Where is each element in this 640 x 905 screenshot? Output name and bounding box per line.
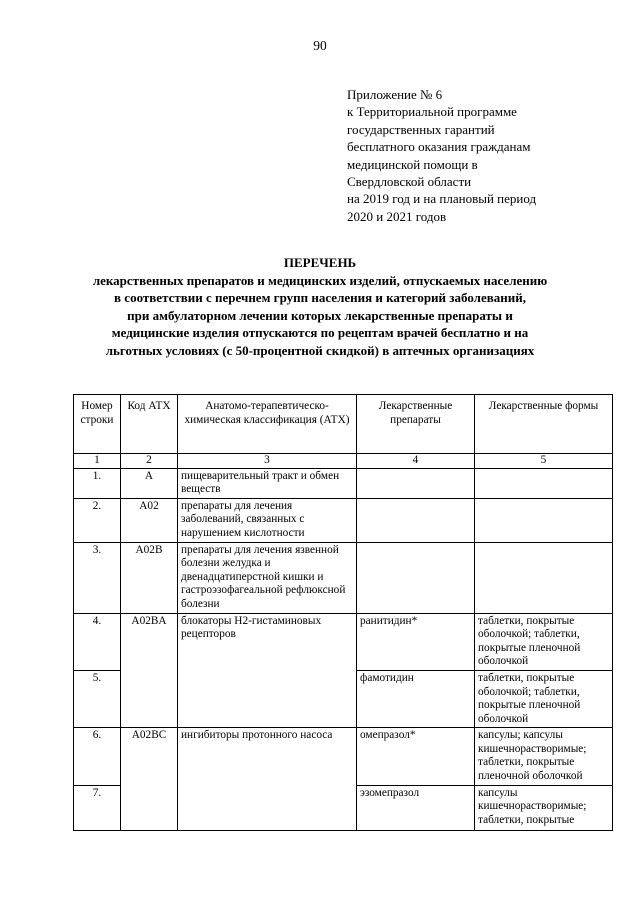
page-number: 90 xyxy=(313,38,327,53)
header-row-number: Номер строки xyxy=(74,395,121,454)
form-cell xyxy=(475,468,613,498)
atc-code-cell: A02B xyxy=(121,542,178,613)
classification-cell: пищеварительный тракт и обмен веществ xyxy=(178,468,357,498)
column-number: 5 xyxy=(475,454,613,469)
table-row xyxy=(74,468,613,498)
appendix-line: Приложение № 6 xyxy=(347,87,443,102)
appendix-line: бесплатного оказания гражданам xyxy=(347,139,531,155)
drug-cell: фамотидин xyxy=(357,670,475,727)
appendix-line: государственных гарантий xyxy=(347,121,495,137)
appendix-line: 2020 и 2021 годов xyxy=(347,208,447,224)
title-line: лекарственных препаратов и медицинских изделий, отпускаемых населению xyxy=(92,272,548,288)
drug-cell: ранитидин* xyxy=(357,613,475,670)
table-row xyxy=(74,613,613,670)
table-row xyxy=(74,498,613,542)
form-cell xyxy=(475,542,613,613)
appendix-line: к Территориальной программе xyxy=(347,104,517,120)
drug-cell: омепразол* xyxy=(357,728,475,785)
row-number-cell: 6. xyxy=(74,728,121,785)
header-drugs: Лекарственные препараты xyxy=(357,395,475,454)
row-number-cell: 4. xyxy=(74,613,121,670)
drug-cell: эзомепразол xyxy=(357,785,475,830)
document-title xyxy=(0,254,640,359)
header-forms: Лекарственные формы xyxy=(475,395,613,454)
title-heading: ПЕРЕЧЕНЬ xyxy=(283,255,357,270)
form-cell: таблетки, покрытые оболочкой; таблетки, покрытые пленочной оболочкой xyxy=(475,613,613,670)
column-number: 2 xyxy=(121,454,178,469)
form-cell: таблетки, покрытые оболочкой; таблетки, покрытые пленочной оболочкой xyxy=(475,670,613,727)
title-line: при амбулаторном лечении которых лекарственные препараты и xyxy=(127,307,513,323)
appendix-line: медицинской помощи в xyxy=(347,156,478,172)
column-number: 3 xyxy=(178,454,357,469)
form-cell: капсулы; капсулы кишечнорастворимые; таблетки, покрытые пленочной оболочкой xyxy=(475,728,613,785)
drug-cell xyxy=(357,498,475,542)
title-line: медицинские изделия отпускаются по рецептам врачей бесплатно и на xyxy=(111,325,529,340)
row-number-cell: 5. xyxy=(74,670,121,727)
row-number-cell: 3. xyxy=(74,542,121,613)
classification-cell: препараты для лечения заболеваний, связанных с нарушением кислотности xyxy=(178,498,357,542)
appendix-note xyxy=(347,86,617,225)
atc-code-cell: A02BC xyxy=(121,728,178,830)
row-number-cell: 1. xyxy=(74,468,121,498)
table-row xyxy=(74,542,613,613)
drug-cell xyxy=(357,468,475,498)
drug-cell xyxy=(357,542,475,613)
atc-code-cell: A xyxy=(121,468,178,498)
column-number-row xyxy=(74,454,613,469)
row-number-cell: 2. xyxy=(74,498,121,542)
classification-cell: ингибиторы протонного насоса xyxy=(178,728,357,830)
title-line: льготных условиях (с 50-процентной скидкой) в аптечных организациях xyxy=(105,342,535,358)
header-classification: Анатомо-терапевтическо-химическая классификация (АТХ) xyxy=(178,395,357,454)
column-number: 1 xyxy=(74,454,121,469)
header-atc-code: Код АТХ xyxy=(121,395,178,454)
form-cell xyxy=(475,498,613,542)
atc-code-cell: A02BA xyxy=(121,613,178,728)
table-row xyxy=(74,728,613,785)
atc-code-cell: A02 xyxy=(121,498,178,542)
row-number-cell: 7. xyxy=(74,785,121,830)
column-number: 4 xyxy=(357,454,475,469)
appendix-line: на 2019 год и на плановый период xyxy=(347,191,537,207)
title-line: в соответствии с перечнем групп населения и категорий заболеваний, xyxy=(114,290,526,305)
form-cell: капсулы кишечнорастворимые; таблетки, покрытые xyxy=(475,785,613,830)
appendix-line: Свердловской области xyxy=(347,174,472,190)
drug-list-table xyxy=(73,394,613,831)
table-header-row xyxy=(74,395,613,454)
classification-cell: блокаторы H2-гистаминовых рецепторов xyxy=(178,613,357,728)
classification-cell: препараты для лечения язвенной болезни желудка и двенадцатиперстной кишки и гастроэзофагеальной рефлюксной болезни xyxy=(178,542,357,613)
